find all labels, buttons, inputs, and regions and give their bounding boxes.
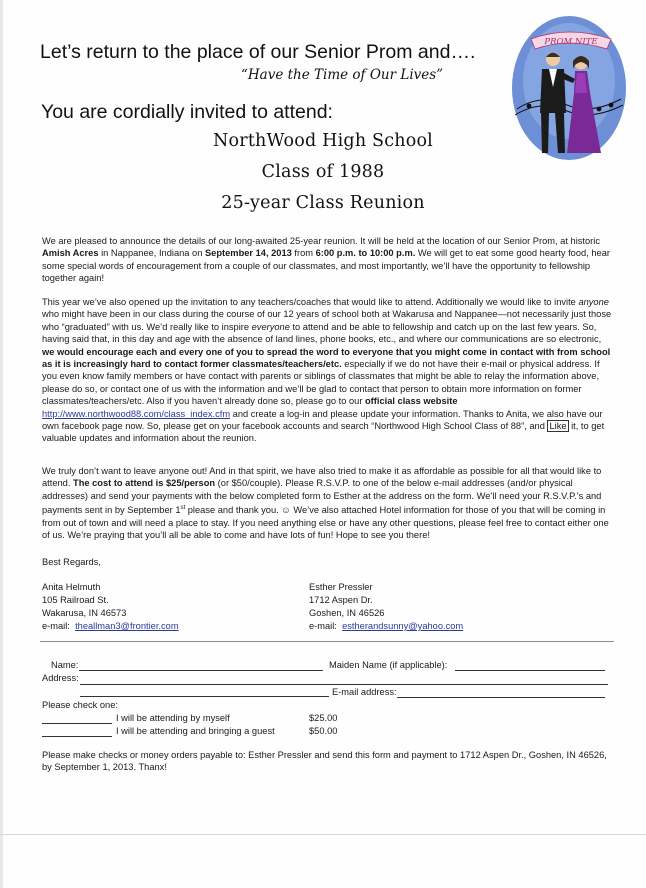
option-label: I will be attending by myself	[116, 713, 230, 723]
address-field[interactable]	[80, 684, 608, 685]
headline-invited: You are cordially invited to attend:	[41, 101, 333, 123]
contact-email-row: e-mail: estherandsunny@yahoo.com	[309, 621, 464, 631]
contact-email-row: e-mail: theallman3@frontier.com	[42, 621, 179, 631]
name-label: Name:	[51, 660, 79, 670]
email-link[interactable]: theallman3@frontier.com	[75, 621, 179, 631]
tagline: “Have the Time of Our Lives”	[241, 67, 444, 83]
email-address-field[interactable]	[397, 697, 605, 698]
option-label: I will be attending and bringing a guest	[116, 726, 275, 736]
attending-alone-checkline[interactable]	[42, 723, 112, 724]
closing-regards: Best Regards,	[42, 557, 101, 567]
contact-city: Goshen, IN 46526	[309, 608, 385, 618]
maiden-name-label: Maiden Name (if applicable):	[329, 660, 448, 670]
music-note-icon	[527, 104, 532, 109]
attending-guest-checkline[interactable]	[42, 736, 112, 737]
payment-instructions: Please make checks or money orders payable to: Esther Pressler and send this form and payment to 1712 Aspen Dr., Goshen, IN 46526, by September 1, 2013. Thanx!	[42, 750, 607, 773]
contact-street: 1712 Aspen Dr.	[309, 595, 373, 605]
class-website-link[interactable]: http://www.northwood88.com/class_index.cfm	[42, 408, 231, 419]
contact-name: Anita Helmuth	[42, 582, 101, 592]
paragraph-announcement: We are pleased to announce the details of our long-awaited 25-year reunion. It will be held at the location of our Senior Prom, at historic Amish Acres in Nappanee, Indiana on September 14, 2013 from 6:00 p.m. to 10:00 p.m. We will get to eat some good hearty food, hear some special words of encouragement from a couple of our classmates, and most importantly, we’ll have the opportunity to fellowship together again!	[42, 236, 610, 284]
prom-nite-text: PROM NITE	[544, 37, 598, 47]
maiden-name-field[interactable]	[455, 670, 605, 671]
class-of: Class of 1988	[261, 162, 385, 182]
email-link[interactable]: estherandsunny@yahoo.com	[342, 621, 464, 631]
address-field-line2[interactable]	[80, 696, 329, 697]
scan-edge	[0, 834, 646, 835]
school-name: NorthWood High School	[213, 131, 433, 151]
name-field[interactable]	[79, 670, 323, 671]
prom-couple-illustration	[511, 13, 629, 163]
headline-senior-prom: Let’s return to the place of our Senior Prom and….	[40, 41, 476, 63]
option-price: $25.00	[309, 713, 338, 723]
contact-city: Wakarusa, IN 46573	[42, 608, 127, 618]
check-one-label: Please check one:	[42, 700, 118, 710]
contact-name: Esther Pressler	[309, 582, 373, 592]
address-label: Address:	[42, 673, 79, 683]
contact-street: 105 Railroad St.	[42, 595, 109, 605]
email-address-label: E-mail address:	[332, 687, 397, 697]
option-price: $50.00	[309, 726, 338, 736]
paragraph-cost: We truly don’t want to leave anyone out! And in that spirit, we have also tried to make it as affordable as possible for all that would like to attend. The cost to attend is $25/person (or $50/couple). Please R.S.V.P. to one of the below e-mail addresses (and/or physical addresses) and send your payments with the below completed form to Esther at the address on the form. We’ll need your R.S.V.P.’s and payments sent in by September 1st please and thank you. ☺ We’ve also attached Hotel information for those of you that will be coming in from out of town and will need a place to stay. If you need anything else or have any other questions, please feel free to contact either one of us. We’re praying that you’ll all be able to come and have lots of fun! Hope to see you there!	[42, 466, 609, 541]
like-box: Like	[549, 421, 567, 432]
section-divider	[40, 641, 614, 642]
reunion-title: 25-year Class Reunion	[221, 193, 425, 213]
paragraph-invitation: This year we’ve also opened up the invitation to any teachers/coaches that would like to attend. Additionally we would like to invite anyone who might have been in our class during the course of our 12 years of school both at Wakarusa and Nappanee—not necessarily just those who “graduated” with us. We’d really like to inspire everyone to attend and be able to fellowship and catch up on the last few years. So, having said that, in this day and age with the absence of land lines, phone books, etc., and where our communications are so electronic, we would encourage each and every one of you to spread the word to everyone that you might come in contact with from school as it is increasingly hard to contact former classmates/teachers/etc. especially if we do not have their e-mail or physical address. If you even know family members or have contact with parents or siblings of classmates that might be able to relay the information above, please do so, or contact one of us with the information and we’ll be glad to contact that person to obtain more information on former classmates/teachers/etc. Also if you haven’t already done so, please go to our official class website http://www.northwood88.com/class_index.cfm and create a log-in and please update your information. Thanks to Anita, we also have our own facebook page now. So, please get on your facebook accounts and search “Northwood High School Class of 88”, and Like it, to get valuable updates and information about the reunion.	[42, 297, 612, 444]
